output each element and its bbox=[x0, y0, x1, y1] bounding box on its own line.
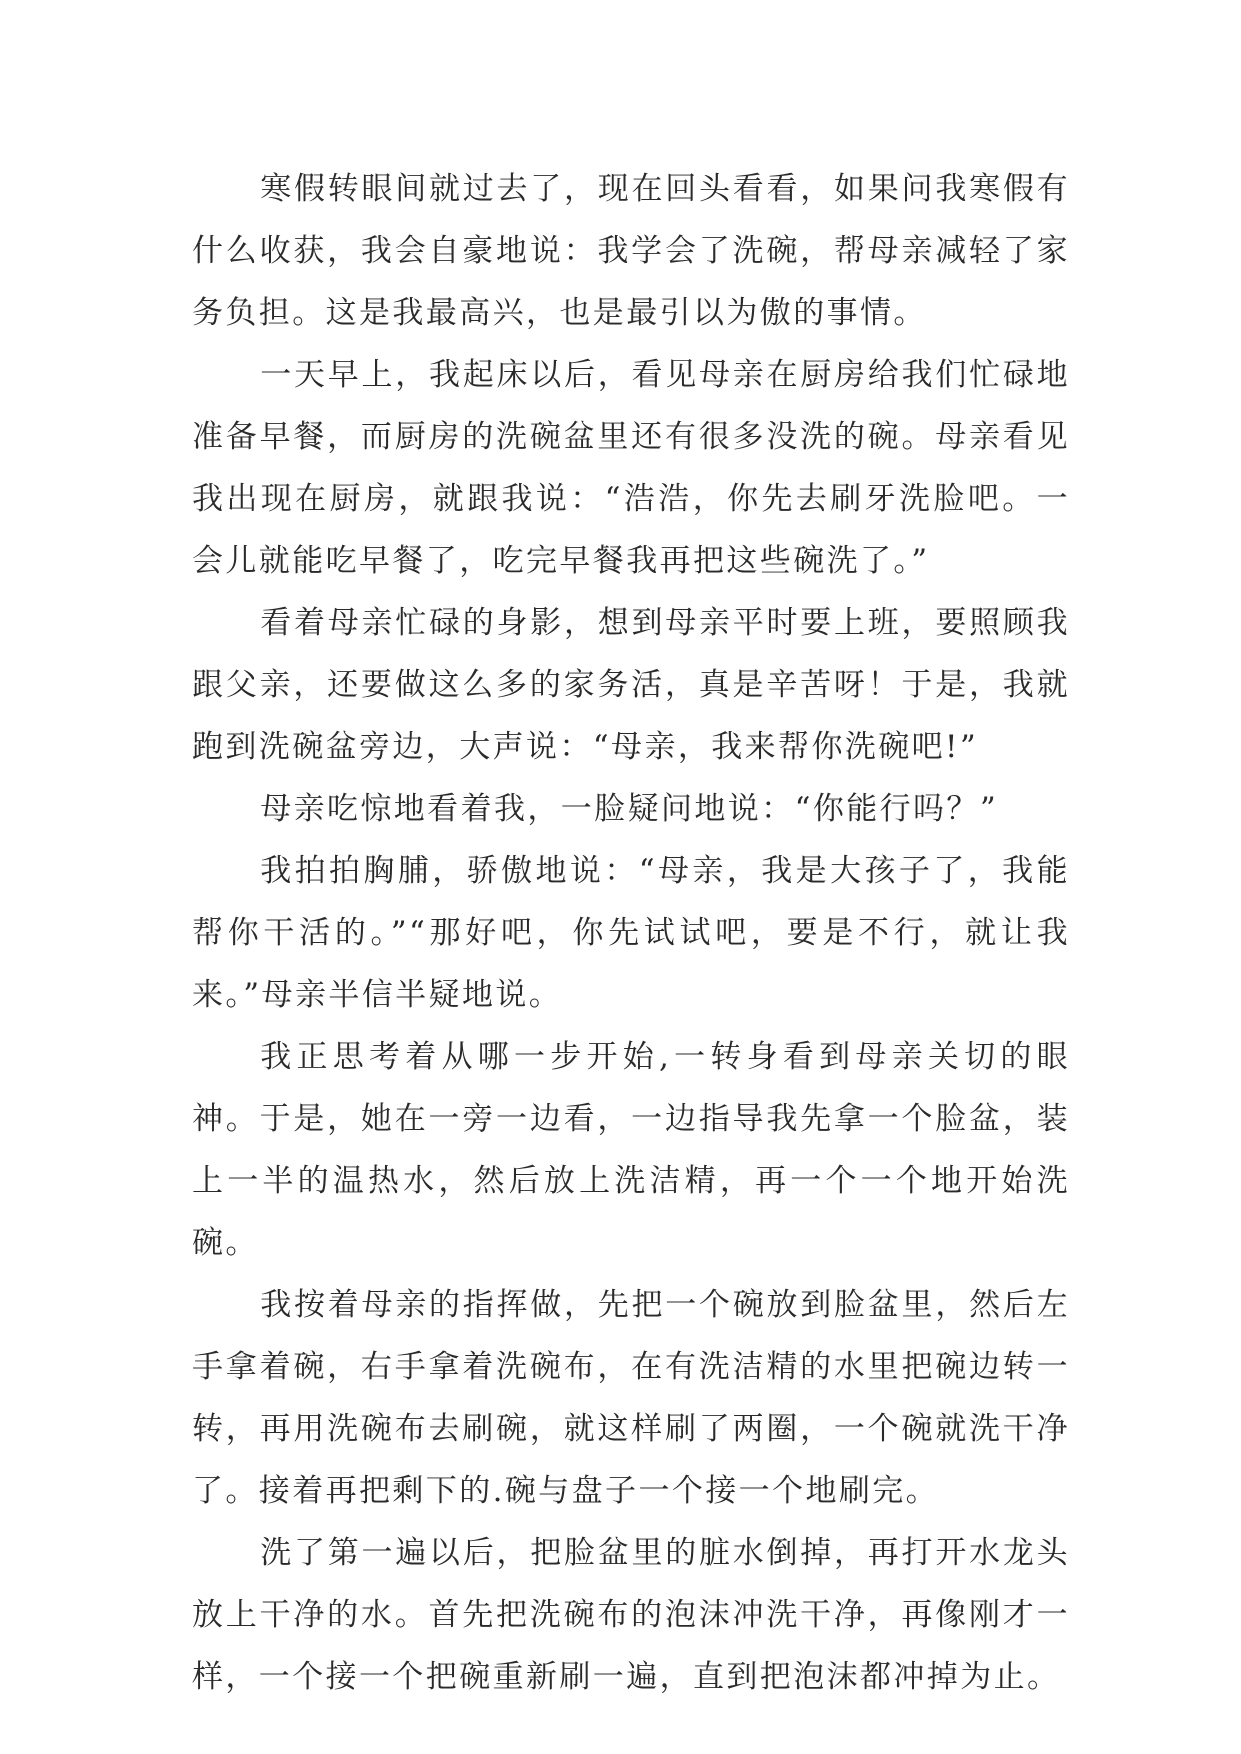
paragraph: 一天早上，我起床以后，看见母亲在厨房给我们忙碌地准备早餐，而厨房的洗碗盆里还有很多没洗的碗。母亲看见我出现在厨房，就跟我说：“浩浩，你先去刷牙洗脸吧。一会儿就能吃早餐了，吃完早餐我再把这些碗洗了。” bbox=[192, 357, 1070, 579]
paragraph: 洗了第一遍以后，把脸盆里的脏水倒掉，再打开水龙头放上干净的水。首先把洗碗布的泡沫冲洗干净，再像刚才一样，一个接一个把碗重新刷一遍，直到把泡沫都冲掉为止。 bbox=[192, 1535, 1070, 1695]
paragraph: 我拍拍胸脯，骄傲地说：“母亲，我是大孩子了，我能帮你干活的。”“那好吧，你先试试吧，要是不行，就让我来。”母亲半信半疑地说。 bbox=[192, 853, 1070, 1013]
paragraph: 我正思考着从哪一步开始,一转身看到母亲关切的眼神。于是，她在一旁一边看，一边指导我先拿一个脸盆，装上一半的温热水，然后放上洗洁精，再一个一个地开始洗碗。 bbox=[192, 1039, 1070, 1261]
essay-body bbox=[192, 158, 1070, 1708]
paragraph: 母亲吃惊地看着我，一脸疑问地说：“你能行吗？” bbox=[260, 791, 999, 827]
paragraph: 寒假转眼间就过去了，现在回头看看，如果问我寒假有什么收获，我会自豪地说：我学会了洗碗，帮母亲减轻了家务负担。这是我最高兴，也是最引以为傲的事情。 bbox=[192, 171, 1070, 331]
paragraph: 看着母亲忙碌的身影，想到母亲平时要上班，要照顾我跟父亲，还要做这么多的家务活，真是辛苦呀！于是，我就跑到洗碗盆旁边，大声说：“母亲，我来帮你洗碗吧!” bbox=[192, 605, 1070, 765]
paragraph: 我按着母亲的指挥做，先把一个碗放到脸盆里，然后左手拿着碗，右手拿着洗碗布，在有洗洁精的水里把碗边转一转，再用洗碗布去刷碗，就这样刷了两圈，一个碗就洗干净了。接着再把剩下的.碗与盘子一个接一个地刷完。 bbox=[192, 1287, 1070, 1509]
